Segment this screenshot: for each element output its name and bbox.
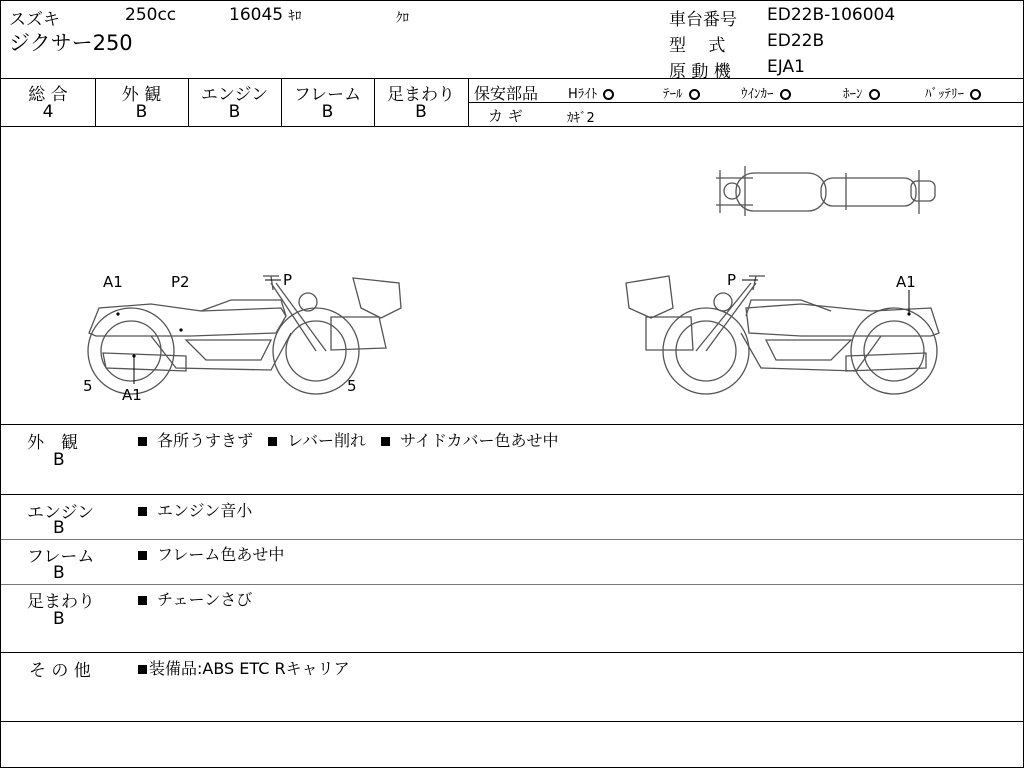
divider — [468, 78, 469, 126]
model-name: ジクサー250 — [9, 31, 133, 55]
grade-exterior-label: 外 観 — [121, 85, 162, 105]
safety-item-label: ﾊﾞｯﾃﾘｰ — [925, 87, 964, 102]
remark-exterior-text: 各所うすきず レバー削れ サイドカバー色あせ中 — [138, 428, 559, 451]
frame-no: ED22B-106004 — [767, 5, 896, 25]
remark-engine-text: エンジン音小 — [138, 498, 252, 521]
key-label: カ ギ — [488, 107, 523, 125]
safety-item-tail — [663, 83, 700, 102]
mark-mirror-left: P — [283, 271, 293, 289]
mark-fuel-tank: A1 — [103, 273, 123, 291]
remark-engine-grade: B — [53, 518, 65, 538]
color: ｸﾛ — [396, 11, 409, 26]
frame-no-label: 車台番号 — [669, 10, 737, 30]
remark-frame-grade: B — [53, 563, 65, 583]
motorcycle-right-view-icon — [626, 276, 939, 394]
maker: スズキ — [9, 10, 60, 30]
remark-suspension-grade: B — [53, 609, 65, 629]
bullet-square-icon — [138, 665, 147, 674]
remark-suspension-label: 足まわり — [27, 592, 95, 612]
mileage-unit: ｷﾛ — [288, 9, 302, 24]
bullet-square-icon — [381, 437, 390, 446]
safety-item-battery — [925, 83, 981, 102]
mark-tail: A1 — [896, 273, 916, 291]
engine-code: EJA1 — [767, 57, 805, 77]
grade-frame-value: B — [321, 102, 334, 122]
grade-engine-value: B — [228, 102, 241, 122]
safety-item-horn — [843, 83, 880, 102]
mileage-value: 16045 — [229, 5, 284, 25]
divider — [1, 424, 1023, 425]
engine-label: 原 動 機 — [669, 62, 731, 82]
remark-exterior-grade: B — [53, 450, 65, 470]
mileage — [229, 5, 302, 25]
safety-item-headlight — [568, 83, 614, 102]
ok-circle-icon — [869, 89, 880, 100]
divider — [1, 539, 1023, 540]
remark-suspension-text: チェーンさび — [138, 587, 252, 610]
ok-circle-icon — [970, 89, 981, 100]
bullet-square-icon — [138, 437, 147, 446]
mark-rear-tire: 5 — [347, 377, 357, 395]
grade-total-value: 4 — [42, 102, 54, 122]
bullet-square-icon — [138, 551, 147, 560]
mark-muffler: A1 — [122, 386, 142, 404]
divider — [1, 78, 1023, 79]
divider — [1, 126, 1023, 127]
model-code: ED22B — [767, 31, 825, 51]
safety-item-winker — [741, 83, 791, 102]
model-label: 型 式 — [669, 36, 726, 56]
divider — [1, 721, 1023, 722]
grade-total-label: 総 合 — [28, 85, 68, 105]
key-value: ｶｷﾞ2 — [567, 111, 595, 126]
safety-item-label: ﾃｰﾙ — [663, 87, 683, 102]
divider — [1, 584, 1023, 585]
remark-frame-label: フレーム — [27, 547, 95, 567]
safety-item-label: ｳｲﾝｶｰ — [741, 87, 774, 102]
motorcycle-top-view-icon — [716, 166, 935, 216]
grade-exterior-value: B — [135, 102, 148, 122]
safety-item-label: ﾎｰﾝ — [843, 87, 863, 102]
bullet-square-icon — [138, 596, 147, 605]
divider — [468, 102, 1023, 103]
ok-circle-icon — [689, 89, 700, 100]
remark-exterior-label: 外 観 — [27, 433, 78, 453]
motorcycle-diagram — [1, 128, 1023, 424]
divider — [1, 652, 1023, 653]
ok-circle-icon — [780, 89, 791, 100]
divider — [1, 494, 1023, 495]
ok-circle-icon — [603, 89, 614, 100]
remark-other-label: そ の 他 — [29, 661, 91, 681]
mark-mirror-right: P — [727, 271, 737, 289]
mark-tank-side: P2 — [171, 273, 190, 291]
bullet-square-icon — [138, 507, 147, 516]
grade-suspension-label: 足まわり — [387, 85, 455, 105]
safety-item-label: Hﾗｲﾄ — [568, 87, 598, 102]
bullet-square-icon — [268, 437, 277, 446]
grade-engine-label: エンジン — [200, 85, 269, 105]
displacement: 250cc — [125, 5, 177, 25]
remark-other-text: 装備品:ABS ETC Rキャリア — [138, 656, 350, 679]
safety-parts-label: 保安部品 — [474, 84, 539, 103]
grade-suspension-value: B — [415, 102, 427, 122]
grade-frame-label: フレーム — [293, 85, 362, 105]
mark-front-tire: 5 — [83, 377, 93, 395]
remark-engine-label: エンジン — [27, 503, 95, 523]
remark-frame-text: フレーム色あせ中 — [138, 542, 284, 565]
